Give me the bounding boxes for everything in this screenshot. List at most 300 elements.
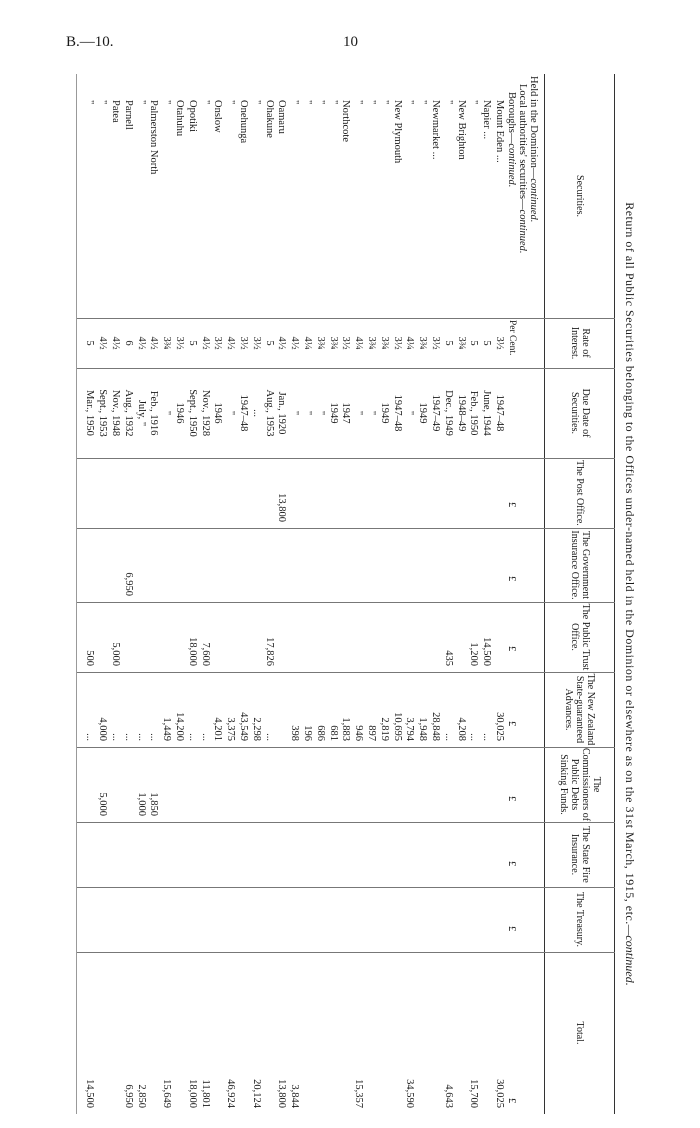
row-commissioners [468, 749, 479, 816]
row-public-trust [289, 604, 300, 666]
col-sep [77, 822, 615, 823]
row-gio [200, 530, 211, 596]
row-commissioners [84, 749, 95, 816]
row-treasury [340, 889, 351, 946]
row-post-office [328, 460, 339, 522]
row-commissioners [353, 749, 364, 816]
row-treasury [187, 889, 198, 946]
row-advances: 3,375 [225, 717, 237, 741]
row-post-office [481, 460, 492, 522]
row-state-fire [264, 824, 275, 881]
row-rate: 5 [263, 340, 275, 346]
row-gio [328, 530, 339, 596]
row-rate: 5 [186, 340, 198, 346]
row-due-date: 1949 [327, 402, 339, 424]
row-commissioners [110, 749, 121, 816]
row-advances: ... [481, 733, 493, 741]
row-advances: 897 [366, 725, 377, 741]
row-rate: 5 [481, 340, 493, 346]
row-total [264, 954, 275, 1108]
row-advances: 43,549 [238, 712, 249, 741]
row-treasury [468, 889, 479, 946]
row-total: 11,801 [199, 1079, 211, 1108]
row-state-fire [443, 824, 454, 881]
row-total: 15,357 [353, 1079, 365, 1108]
row-name: Ohakune [263, 100, 275, 138]
section-l1: Held in the Dominion— [528, 76, 539, 179]
row-treasury [328, 889, 339, 946]
row-total: 30,025 [494, 1079, 505, 1108]
row-post-office [97, 460, 108, 522]
row-post-office [289, 460, 300, 522]
row-advances: 1,449 [161, 717, 173, 741]
row-gio [353, 530, 364, 596]
row-public-trust [276, 604, 287, 666]
row-commissioners [404, 749, 415, 816]
row-state-fire [430, 824, 441, 881]
row-total [315, 954, 326, 1108]
row-rate: 3¾ [455, 336, 467, 350]
row-treasury [494, 889, 505, 946]
row-state-fire [328, 824, 339, 881]
row-due-date: " [366, 410, 377, 416]
row-name: " [225, 100, 237, 105]
row-public-trust [212, 604, 223, 666]
row-post-office [123, 460, 134, 522]
row-total [392, 954, 403, 1108]
row-total [110, 954, 121, 1108]
row-advances: 681 [327, 725, 339, 741]
row-public-trust [97, 604, 108, 666]
row-commissioners [481, 749, 492, 816]
row-rate: 3¾ [378, 336, 390, 350]
row-advances: 2,819 [378, 717, 390, 741]
row-public-trust [225, 604, 236, 666]
row-advances: 3,794 [404, 717, 416, 741]
row-due-date: Aug., 1953 [263, 389, 275, 437]
row-public-trust: 18,000 [186, 637, 198, 666]
row-gio [251, 530, 262, 596]
row-total: 13,800 [276, 1079, 288, 1108]
row-advances: 398 [289, 725, 301, 741]
row-due-date: Aug., 1932 [122, 389, 134, 437]
row-rate: 5 [468, 340, 480, 346]
row-due-date: Sept., 1950 [186, 389, 198, 437]
unit-pound: £ [506, 1098, 517, 1104]
row-public-trust [251, 604, 262, 666]
col-header-state-fire: The State Fire Insurance. [569, 826, 591, 883]
row-due-date: 1947–48 [391, 394, 403, 432]
row-due-date: Mar., 1950 [84, 390, 96, 436]
row-name: " [378, 100, 390, 105]
row-total [238, 954, 249, 1108]
row-public-trust: 14,500 [481, 637, 493, 666]
row-gio [404, 530, 415, 596]
row-public-trust [366, 604, 377, 666]
row-public-trust [161, 604, 172, 666]
row-public-trust [238, 604, 249, 666]
row-due-date: " [302, 410, 313, 416]
row-public-trust: 17,826 [263, 637, 275, 666]
row-rate: 4¼ [302, 336, 313, 350]
row-rate: 3¾ [366, 336, 377, 350]
col-sep [77, 952, 615, 953]
rotated-table-page [70, 62, 645, 1118]
row-commissioners [289, 749, 300, 816]
row-advances: 1,883 [340, 717, 352, 741]
row-post-office [251, 460, 262, 522]
row-total [212, 954, 223, 1108]
row-rate: 3½ [212, 336, 224, 350]
row-name: Oamaru [276, 100, 288, 134]
row-state-fire [238, 824, 249, 881]
row-gio [392, 530, 403, 596]
row-rate: 3½ [340, 336, 352, 350]
row-advances: 4,000 [97, 717, 109, 741]
row-due-date: 1946 [174, 402, 185, 424]
row-name: Patea [110, 100, 121, 123]
row-rate: 4½ [225, 336, 237, 350]
row-due-date: 1946 [212, 402, 224, 424]
row-gio [225, 530, 236, 596]
page-number: 10 [343, 34, 358, 50]
row-total: 15,700 [468, 1079, 480, 1108]
row-gio [315, 530, 326, 596]
row-advances: 14,200 [174, 712, 185, 741]
row-state-fire [302, 824, 313, 881]
unit-per-cent: Per Cent. [507, 320, 517, 356]
col-header-post-office: The Post Office. [574, 460, 586, 526]
row-state-fire [353, 824, 364, 881]
row-post-office [110, 460, 121, 522]
row-name: New Plymouth [391, 100, 403, 164]
row-state-fire [289, 824, 300, 881]
row-treasury [148, 889, 159, 946]
row-rate: 3½ [391, 336, 403, 350]
row-due-date: ... [250, 409, 262, 417]
table-title-text: Return of all Public Securities belonging to the Offices under-named held in the Dominion or elsewhere as on the 31st March, 1915, etc. [623, 202, 637, 925]
row-advances: ... [122, 733, 134, 741]
row-treasury [379, 889, 390, 946]
row-name: " [161, 100, 173, 105]
row-name: " [135, 100, 147, 105]
row-gio [379, 530, 390, 596]
row-post-office [264, 460, 275, 522]
row-due-date: " [161, 410, 173, 416]
col-sep [77, 458, 615, 459]
row-due-date: 1947 [340, 402, 352, 424]
row-post-office [353, 460, 364, 522]
row-state-fire [379, 824, 390, 881]
row-total [417, 954, 428, 1108]
row-total: 18,000 [186, 1079, 198, 1108]
row-commissioners [187, 749, 198, 816]
row-name: Opotiki [186, 100, 198, 133]
col-sep [77, 887, 615, 888]
row-commissioners [302, 749, 313, 816]
row-post-office [379, 460, 390, 522]
row-treasury [123, 889, 134, 946]
row-name: " [97, 100, 109, 105]
row-advances: 196 [302, 725, 313, 741]
col-sep [77, 528, 615, 529]
row-name: " [353, 100, 365, 105]
row-due-date: 1948–49 [455, 394, 467, 432]
row-commissioners [417, 749, 428, 816]
row-treasury [238, 889, 249, 946]
row-commissioners [328, 749, 339, 816]
row-post-office [315, 460, 326, 522]
row-advances [276, 674, 287, 741]
row-total [340, 954, 351, 1108]
row-gio [494, 530, 505, 596]
row-treasury [110, 889, 121, 946]
row-gio [264, 530, 275, 596]
row-rate: 4½ [289, 336, 301, 350]
row-treasury [302, 889, 313, 946]
row-treasury [212, 889, 223, 946]
row-post-office [468, 460, 479, 522]
row-treasury [264, 889, 275, 946]
row-advances: ... [263, 733, 275, 741]
row-advances: 2,298 [250, 717, 262, 741]
row-total [148, 954, 159, 1108]
row-public-trust [392, 604, 403, 666]
row-treasury [353, 889, 364, 946]
row-commissioners [276, 749, 287, 816]
row-due-date: June, 1944 [481, 390, 493, 436]
row-public-trust [148, 604, 159, 666]
row-treasury [289, 889, 300, 946]
row-name: Northcote [340, 100, 352, 142]
row-gio [443, 530, 454, 596]
row-state-fire [212, 824, 223, 881]
row-treasury [174, 889, 185, 946]
section-l2-suffix: continued. [517, 209, 528, 254]
row-post-office [225, 460, 236, 522]
row-treasury [161, 889, 172, 946]
row-state-fire [366, 824, 377, 881]
row-due-date: " [353, 410, 365, 416]
row-state-fire [417, 824, 428, 881]
row-advances: 30,025 [494, 712, 505, 741]
row-state-fire [468, 824, 479, 881]
row-gio [340, 530, 351, 596]
row-due-date: Feb., 1916 [148, 390, 160, 436]
row-public-trust: 1,200 [468, 642, 480, 666]
row-state-fire [276, 824, 287, 881]
row-state-fire [315, 824, 326, 881]
row-rate: 3½ [494, 336, 505, 350]
row-state-fire [174, 824, 185, 881]
row-rate: 3½ [250, 336, 262, 350]
row-post-office [174, 460, 185, 522]
row-public-trust: 7,600 [199, 642, 211, 666]
row-gio [481, 530, 492, 596]
row-name: Napier ... [481, 100, 493, 140]
row-post-office [494, 460, 505, 522]
row-treasury [366, 889, 377, 946]
row-treasury [392, 889, 403, 946]
row-gio [238, 530, 249, 596]
row-rate: 3½ [174, 336, 185, 350]
row-state-fire [161, 824, 172, 881]
row-state-fire [84, 824, 95, 881]
row-commissioners [212, 749, 223, 816]
row-due-date: 1947–48 [494, 394, 505, 432]
section-l2: Local authorities' securities— [517, 84, 528, 210]
row-total: 2,850 [135, 1084, 147, 1108]
row-public-trust: 435 [442, 650, 454, 666]
row-treasury [443, 889, 454, 946]
col-header-gio: The Government Insurance Office. [569, 530, 591, 600]
row-due-date: Nov., 1928 [199, 389, 211, 437]
row-gio [289, 530, 300, 596]
row-commissioners [264, 749, 275, 816]
col-header-securities: Securities. [574, 175, 586, 217]
row-advances: 1,948 [417, 717, 429, 741]
row-due-date: July, " [135, 399, 147, 427]
row-commissioners [251, 749, 262, 816]
row-name: " [314, 100, 326, 105]
row-public-trust: 5,000 [110, 642, 121, 666]
row-rate: 4½ [97, 336, 109, 350]
row-rate: 4½ [110, 336, 121, 350]
row-commissioners [225, 749, 236, 816]
row-gio: 6,950 [122, 572, 134, 596]
row-state-fire [110, 824, 121, 881]
row-public-trust [417, 604, 428, 666]
row-state-fire [225, 824, 236, 881]
row-advances: 28,848 [430, 712, 441, 741]
row-gio [174, 530, 185, 596]
row-total [302, 954, 313, 1108]
row-gio [97, 530, 108, 596]
row-post-office [366, 460, 377, 522]
row-rate: 3¾ [314, 336, 326, 350]
row-name: Otahuhu [174, 100, 185, 137]
col-sep [77, 368, 615, 369]
row-rate: 5 [84, 340, 96, 346]
section-label [528, 76, 539, 222]
row-due-date: " [225, 410, 237, 416]
row-gio [456, 530, 467, 596]
row-total: 6,950 [122, 1084, 134, 1108]
col-sep [77, 318, 615, 319]
row-total [379, 954, 390, 1108]
row-rate: 4½ [276, 336, 288, 350]
row-post-office: 13,800 [276, 493, 288, 522]
row-advances: 4,208 [455, 717, 467, 741]
row-public-trust [340, 604, 351, 666]
row-name: " [417, 100, 429, 105]
row-total: 4,643 [442, 1084, 454, 1108]
row-gio [417, 530, 428, 596]
row-commissioners: 5,000 [97, 792, 109, 816]
row-rate: 4½ [199, 336, 211, 350]
row-public-trust [315, 604, 326, 666]
document-reference: B.—10. [66, 34, 114, 50]
section-label [517, 84, 528, 254]
row-name: " [366, 100, 377, 105]
row-total: 14,500 [84, 1079, 96, 1108]
row-post-office [392, 460, 403, 522]
unit-pound: £ [506, 502, 517, 508]
row-public-trust [379, 604, 390, 666]
col-sep [77, 672, 615, 673]
row-state-fire [340, 824, 351, 881]
section-l3-suffix: continued. [506, 143, 517, 188]
row-treasury [417, 889, 428, 946]
row-total [481, 954, 492, 1108]
row-commissioners [123, 749, 134, 816]
row-rate: 5 [442, 340, 454, 346]
unit-pound: £ [506, 721, 517, 727]
row-name: " [327, 100, 339, 105]
section-l3: Boroughs— [506, 92, 517, 144]
row-name: " [404, 100, 416, 105]
row-post-office [404, 460, 415, 522]
row-public-trust [302, 604, 313, 666]
row-state-fire [187, 824, 198, 881]
row-due-date: Sept., 1953 [97, 389, 109, 437]
row-commissioners [315, 749, 326, 816]
row-treasury [481, 889, 492, 946]
row-advances: ... [84, 733, 96, 741]
row-rate: 4½ [135, 336, 147, 350]
row-post-office [443, 460, 454, 522]
row-rate: 3½ [238, 336, 249, 350]
row-public-trust [456, 604, 467, 666]
row-gio [212, 530, 223, 596]
row-due-date: Nov., 1948 [110, 389, 121, 437]
col-header-public-trust: The Public Trust Office. [569, 603, 591, 671]
row-total: 46,924 [225, 1079, 237, 1108]
row-gio [161, 530, 172, 596]
row-post-office [136, 460, 147, 522]
row-commissioners [174, 749, 185, 816]
row-commissioners: 1,000 [135, 792, 147, 816]
row-public-trust [328, 604, 339, 666]
row-advances: ... [468, 733, 480, 741]
row-treasury [430, 889, 441, 946]
row-state-fire [136, 824, 147, 881]
row-state-fire [494, 824, 505, 881]
col-header-advances: The New Zealand State-guaranteed Advances. [563, 673, 597, 746]
row-total: 15,649 [161, 1079, 173, 1108]
row-advances: 686 [314, 725, 326, 741]
row-advances: ... [135, 733, 147, 741]
unit-pound: £ [506, 576, 517, 582]
row-gio [84, 530, 95, 596]
row-due-date: 1949 [417, 402, 429, 424]
row-due-date: Jan., 1920 [276, 391, 288, 435]
row-total [328, 954, 339, 1108]
row-treasury [404, 889, 415, 946]
row-public-trust [174, 604, 185, 666]
row-gio [430, 530, 441, 596]
row-rate: 3¾ [417, 336, 429, 350]
row-state-fire [404, 824, 415, 881]
row-commissioners [238, 749, 249, 816]
row-total [456, 954, 467, 1108]
row-treasury [200, 889, 211, 946]
row-name: Mount Eden ... [494, 100, 505, 163]
section-l1-suffix: continued. [528, 178, 539, 223]
row-due-date: 1947–48 [238, 394, 249, 432]
unit-pound: £ [506, 646, 517, 652]
row-gio [136, 530, 147, 596]
